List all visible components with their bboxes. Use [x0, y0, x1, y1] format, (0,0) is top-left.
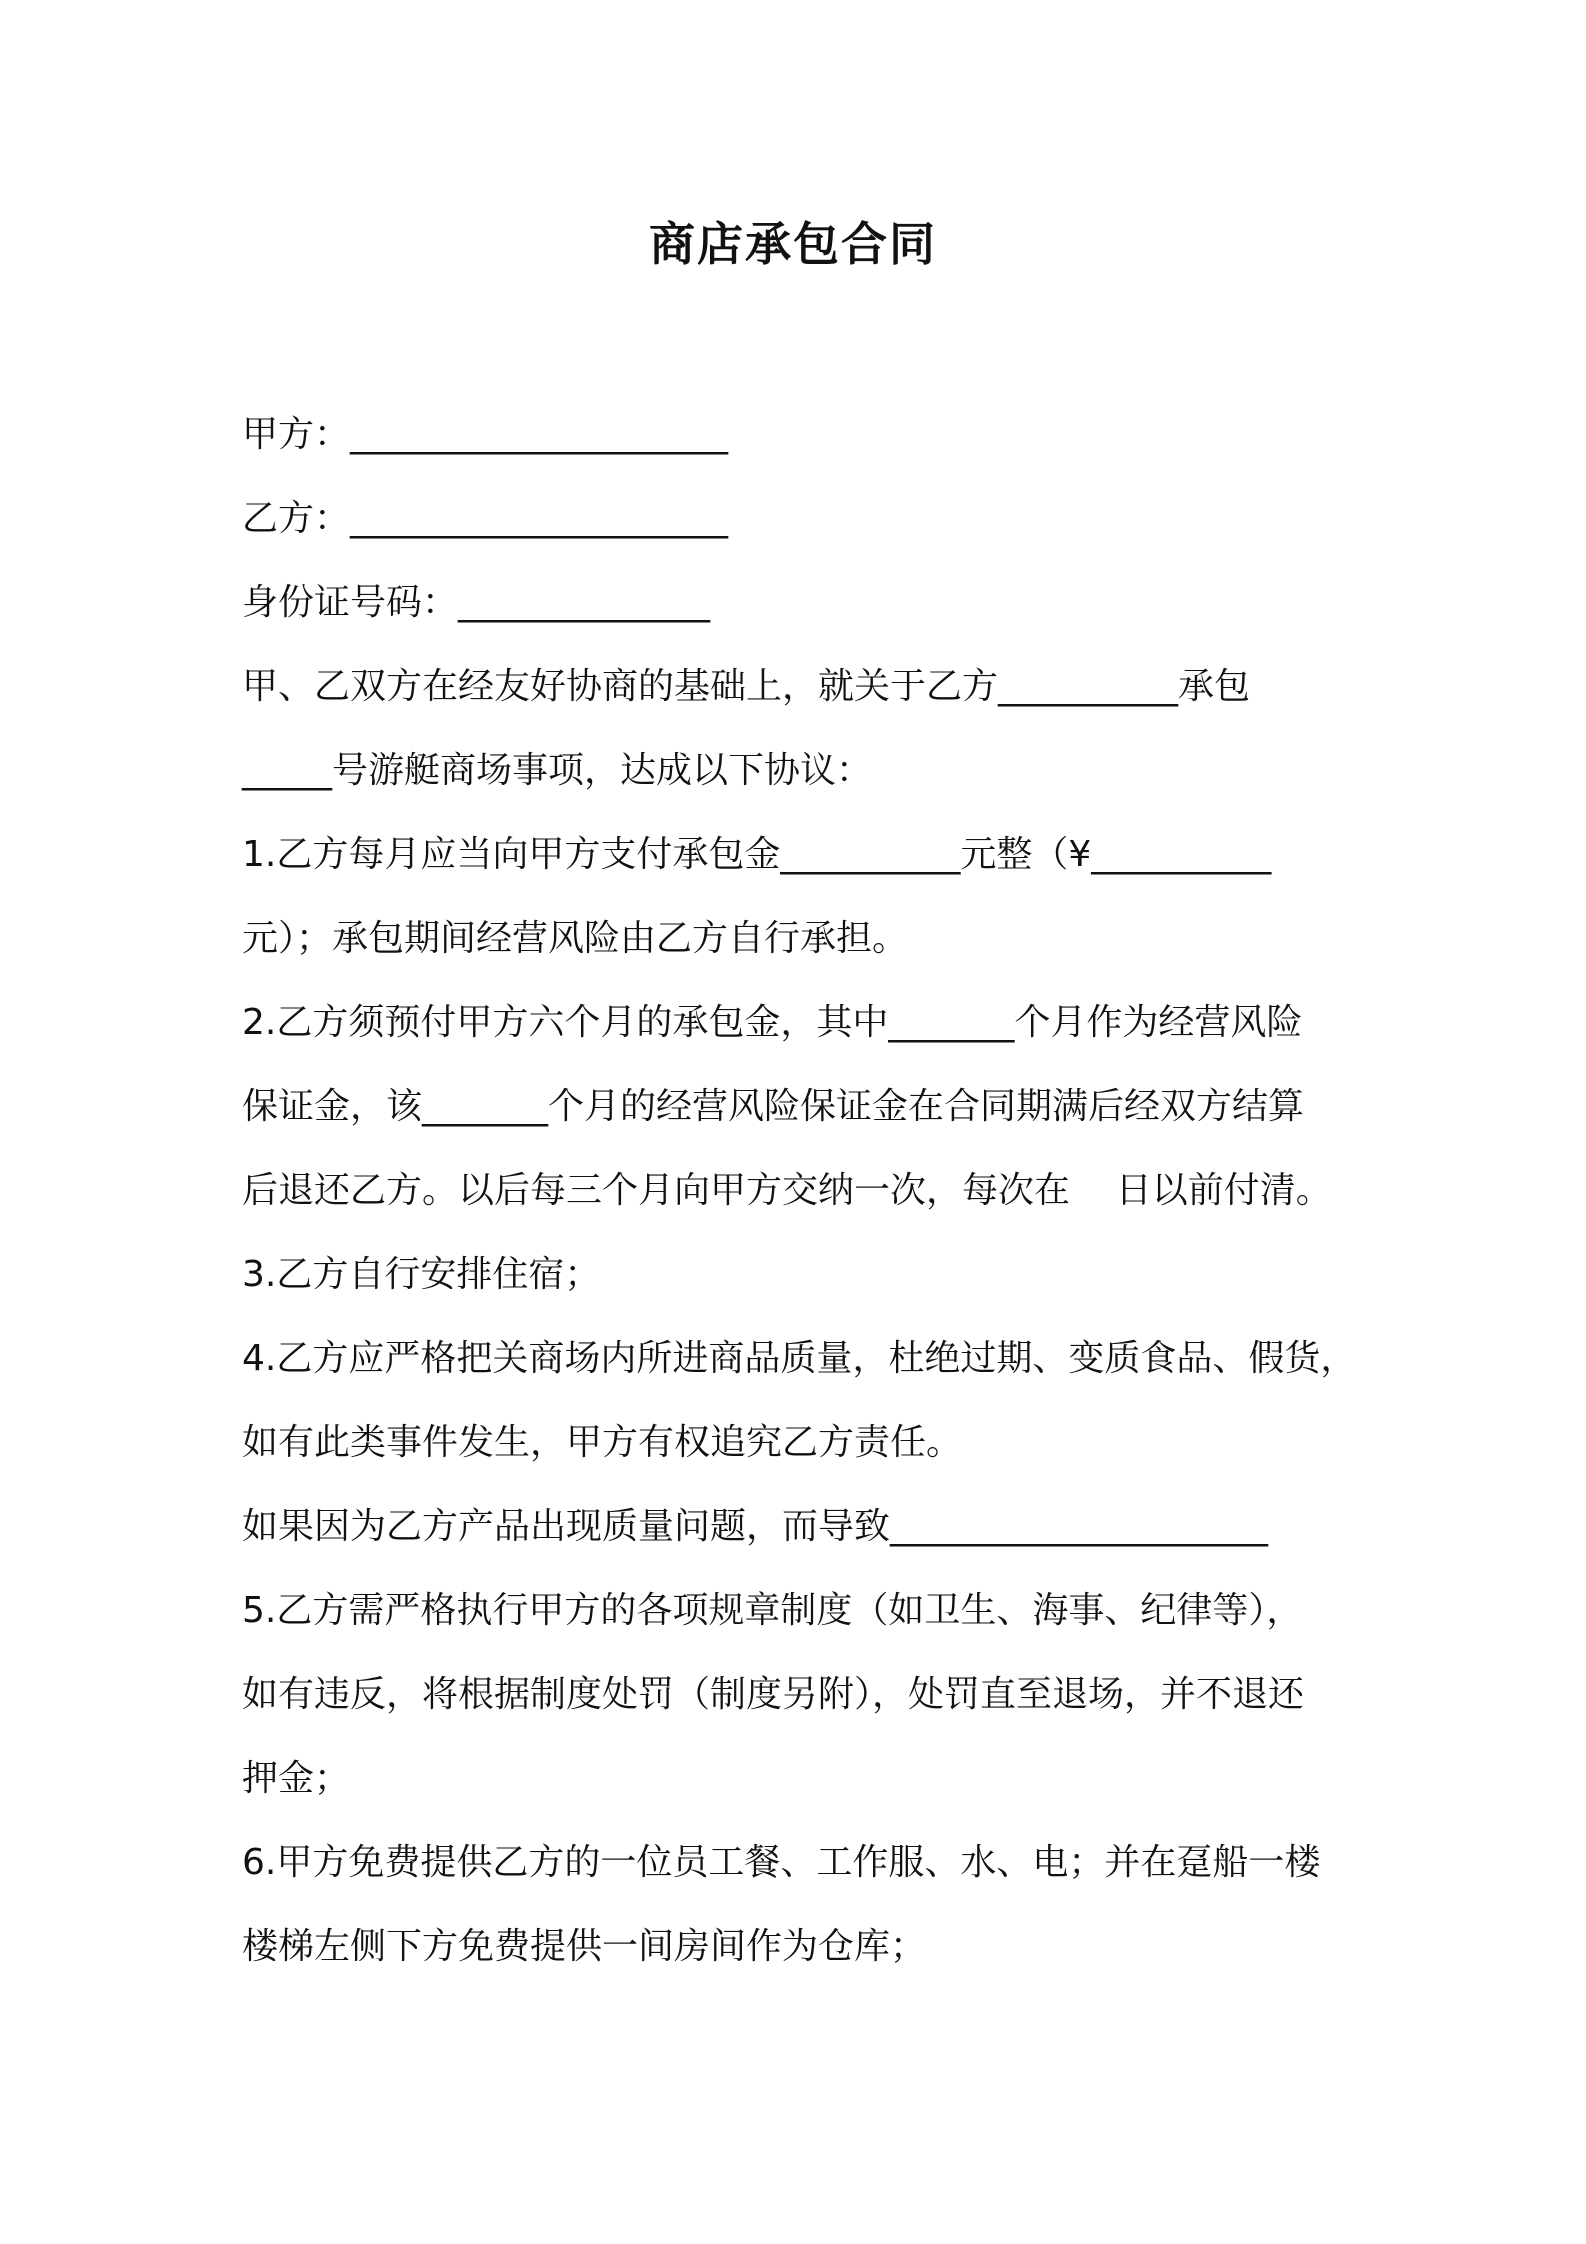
clause-3-line-1: 3.乙方自行安排住宿；	[242, 1254, 601, 1295]
preamble-line-1: 甲、乙双方在经友好协商的基础上，就关于乙方__________承包	[242, 666, 1251, 707]
clause-6-line-1: 6.甲方免费提供乙方的一位员工餐、工作服、水、电；并在趸船一楼	[242, 1842, 1321, 1883]
clause-2-line-2: 保证金，该_______个月的经营风险保证金在合同期满后经双方结算	[242, 1086, 1305, 1127]
clause-2-line-3: 后退还乙方。以后每三个月向甲方交纳一次，每次在 日以前付清。	[242, 1170, 1332, 1211]
preamble-line-2: _____号游艇商场事项，达成以下协议：	[242, 750, 873, 791]
party-b-line: 乙方：_____________________	[242, 498, 729, 539]
clause-4-line-2: 如有此类事件发生，甲方有权追究乙方责任。	[242, 1422, 963, 1463]
clause-2-line-1: 2.乙方须预付甲方六个月的承包金，其中_______个月作为经营风险	[242, 1002, 1303, 1043]
clause-5-line-1: 5.乙方需严格执行甲方的各项规章制度（如卫生、海事、纪律等），	[242, 1590, 1303, 1631]
id-number-line: 身份证号码：______________	[242, 582, 711, 623]
clause-4-line-1: 4.乙方应严格把关商场内所进商品质量，杜绝过期、变质食品、假货，	[242, 1338, 1357, 1379]
clause-5-line-3: 押金；	[242, 1758, 351, 1799]
clause-5-line-2: 如有违反，将根据制度处罚（制度另附），处罚直至退场，并不退还	[242, 1674, 1305, 1715]
party-a-line: 甲方：_____________________	[242, 414, 729, 455]
clause-4-line-3: 如果因为乙方产品出现质量问题，而导致_____________________	[242, 1506, 1269, 1547]
clause-1-line-2: 元）；承包期间经营风险由乙方自行承担。	[242, 918, 909, 959]
clause-1-line-1: 1.乙方每月应当向甲方支付承包金__________元整（¥__________	[242, 834, 1272, 875]
clause-6-line-2: 楼梯左侧下方免费提供一间房间作为仓库；	[242, 1926, 927, 1967]
document-title: 商店承包合同	[649, 217, 937, 271]
